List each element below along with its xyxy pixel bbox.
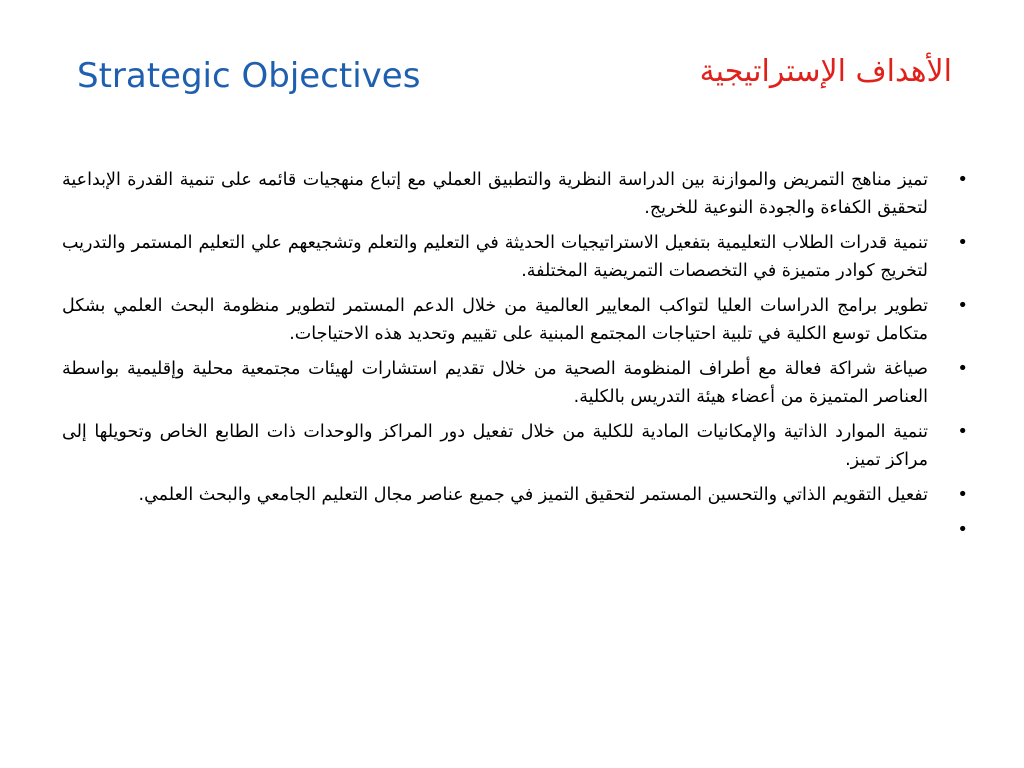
objective-item (62, 418, 968, 474)
objective-item (62, 355, 968, 411)
bullet-icon: • (957, 232, 968, 253)
objective-item (62, 166, 968, 222)
objectives-list (62, 166, 968, 551)
objective-text: صياغة شراكة فعالة مع أطراف المنظومة الصحية من خلال تقديم استشارات لهيئات مجتمعية محلية وإقليمية بواسطة العناصر المتميزة من أعضاء هيئة التدريس بالكلية. (62, 359, 928, 407)
objective-text: تنمية قدرات الطلاب التعليمية بتفعيل الاستراتيجيات الحديثة في التعليم والتعلم وتشجيعهم علي التعليم المستمر والتدريب لتخريج كوادر متميزة في التخصصات التمريضية المختلفة. (62, 233, 928, 281)
objective-item (62, 229, 968, 285)
bullet-icon: • (957, 421, 968, 442)
bullet-icon: • (957, 169, 968, 190)
bullet-icon: • (957, 295, 968, 316)
bullet-icon: • (957, 519, 968, 540)
title-english: Strategic Objectives (77, 56, 421, 96)
bullet-icon: • (957, 358, 968, 379)
objective-text: تفعيل التقويم الذاتي والتحسين المستمر لتحقيق التميز في جميع عناصر مجال التعليم الجامعي والبحث العلمي. (138, 485, 928, 505)
objective-item-empty (62, 516, 968, 544)
objective-text: تميز مناهج التمريض والموازنة بين الدراسة النظرية والتطبيق العملي مع إتباع منهجيات قائمه على تنمية القدرة الإبداعية لتحقيق الكفاءة والجودة النوعية للخريج. (62, 170, 928, 218)
bullet-icon: • (957, 484, 968, 505)
objective-item (62, 481, 968, 509)
title-arabic: الأهداف الإستراتيجية (699, 54, 952, 89)
objective-item (62, 292, 968, 348)
objective-text: تنمية الموارد الذاتية والإمكانيات المادية للكلية من خلال تفعيل دور المراكز والوحدات ذات الطابع الخاص وتحويلها إلى مراكز تميز. (62, 422, 928, 470)
objective-text: تطوير برامج الدراسات العليا لتواكب المعايير العالمية من خلال الدعم المستمر لتطوير منظومة البحث العلمي بشكل متكامل توسع الكلية في تلبية احتياجات المجتمع المبنية على تقييم وتحديد هذه الاحتياجات. (62, 296, 928, 344)
